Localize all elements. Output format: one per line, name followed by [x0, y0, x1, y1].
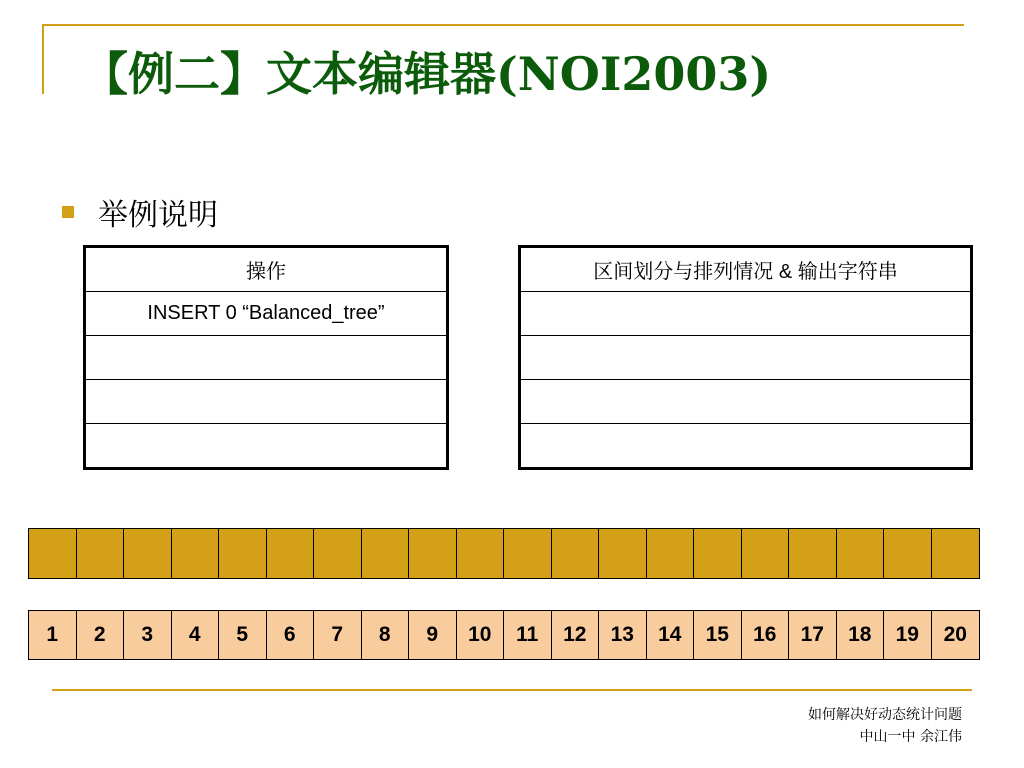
position-cell: 10	[457, 611, 505, 659]
position-cell: 6	[267, 611, 315, 659]
position-cell: 4	[172, 611, 220, 659]
table-row	[85, 292, 448, 336]
position-strip	[28, 610, 980, 660]
square-bullet-icon	[62, 206, 74, 218]
block-cell	[742, 529, 790, 578]
block-cell	[172, 529, 220, 578]
result-cell	[520, 380, 972, 424]
block-cell	[932, 529, 980, 578]
block-cell	[884, 529, 932, 578]
table-row	[85, 336, 448, 380]
position-cell: 15	[694, 611, 742, 659]
block-cell	[77, 529, 125, 578]
block-cell	[362, 529, 410, 578]
result-cell	[520, 292, 972, 336]
footer-line-2: 中山一中 余江伟	[859, 729, 962, 745]
result-cell	[520, 336, 972, 380]
table-row	[520, 380, 972, 424]
position-cell: 1	[29, 611, 77, 659]
bullet-text: 举例说明	[98, 198, 218, 233]
block-cell	[314, 529, 362, 578]
table-row	[520, 336, 972, 380]
result-header: 区间划分与排列情况 & 输出字符串	[520, 247, 972, 292]
operation-cell	[85, 336, 448, 380]
footer-line-1: 如何解决好动态统计问题	[808, 707, 962, 723]
operations-table	[83, 245, 449, 470]
operation-cell: INSERT 0 “Balanced_tree”	[85, 292, 448, 336]
position-cell: 11	[504, 611, 552, 659]
block-cell	[409, 529, 457, 578]
position-cell: 7	[314, 611, 362, 659]
table-row	[520, 424, 972, 469]
block-cell	[219, 529, 267, 578]
block-cell	[599, 529, 647, 578]
block-cell	[647, 529, 695, 578]
table-row	[85, 380, 448, 424]
operation-cell	[85, 424, 448, 469]
table-header-row	[520, 247, 972, 292]
block-cell	[124, 529, 172, 578]
position-cell: 19	[884, 611, 932, 659]
position-cell: 20	[932, 611, 980, 659]
block-cell	[29, 529, 77, 578]
position-cell: 2	[77, 611, 125, 659]
operations-header: 操作	[85, 247, 448, 292]
position-cell: 12	[552, 611, 600, 659]
position-cell: 16	[742, 611, 790, 659]
top-rule-vertical	[42, 24, 44, 94]
table-row	[520, 292, 972, 336]
block-cell	[837, 529, 885, 578]
block-cell	[457, 529, 505, 578]
slide-title: 【例二】文本编辑器(NOI2003)	[82, 47, 772, 101]
block-cell	[552, 529, 600, 578]
bottom-rule	[52, 689, 972, 691]
position-cell: 9	[409, 611, 457, 659]
block-strip	[28, 528, 980, 579]
position-cell: 3	[124, 611, 172, 659]
block-cell	[267, 529, 315, 578]
result-table	[518, 245, 973, 470]
top-rule	[42, 24, 964, 26]
block-cell	[694, 529, 742, 578]
table-header-row	[85, 247, 448, 292]
table-row	[85, 424, 448, 469]
block-cell	[504, 529, 552, 578]
block-cell	[789, 529, 837, 578]
position-cell: 18	[837, 611, 885, 659]
operation-cell	[85, 380, 448, 424]
position-cell: 13	[599, 611, 647, 659]
position-cell: 17	[789, 611, 837, 659]
position-cell: 5	[219, 611, 267, 659]
position-cell: 8	[362, 611, 410, 659]
position-cell: 14	[647, 611, 695, 659]
footer	[808, 704, 962, 748]
bullet-item	[62, 190, 218, 234]
result-cell	[520, 424, 972, 469]
